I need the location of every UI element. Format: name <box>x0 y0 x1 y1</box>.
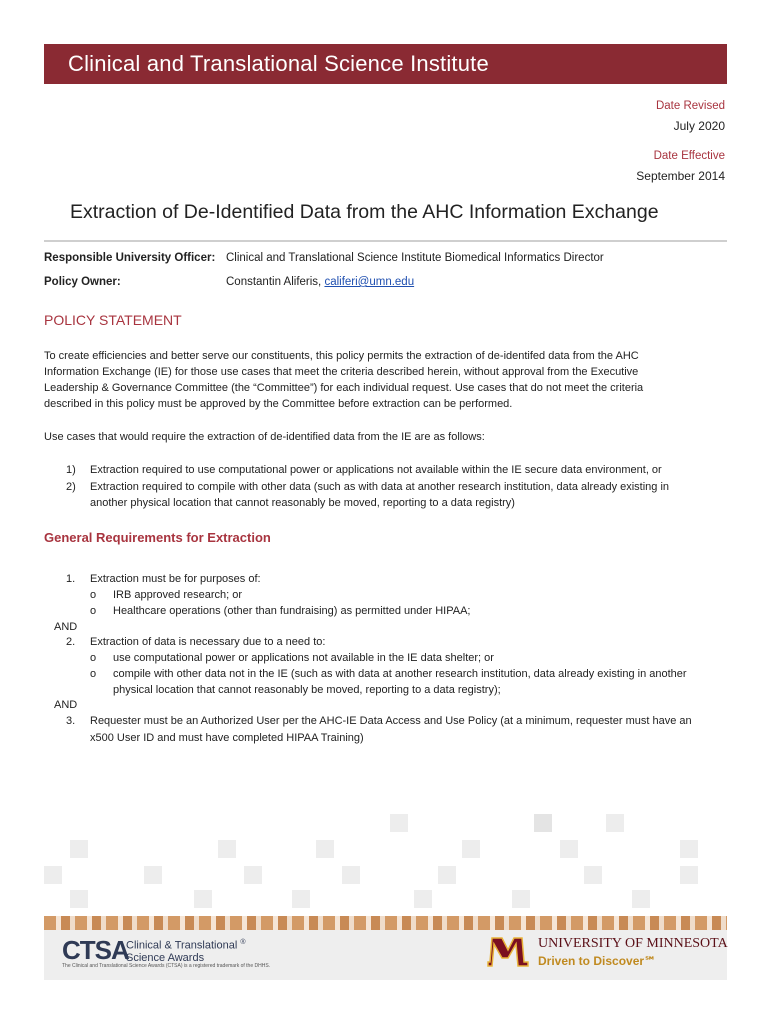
use-cases-intro: Use cases that would require the extraction of de-identified data from the IE are as follows: <box>44 431 485 443</box>
decor-square <box>244 866 262 884</box>
req-sub-item: Healthcare operations (other than fundraising) as permitted under HIPAA; <box>113 605 471 617</box>
req-sub-item-continued: physical location that cannot reasonably be moved, reporting to a data registry); <box>113 684 501 696</box>
umn-tagline: Driven to Discover℠ <box>538 954 657 968</box>
decor-square <box>292 890 310 908</box>
decor-square <box>414 890 432 908</box>
owner-email-link[interactable]: califeri@umn.edu <box>324 276 415 288</box>
list-number: 2) <box>66 481 76 493</box>
ctsa-logo <box>62 935 271 969</box>
ctsa-name-line1: Clinical & Translational <box>126 939 238 952</box>
req-item: Extraction of data is necessary due to a need to: <box>90 636 326 648</box>
ctsa-name-line2: Science Awards <box>126 951 205 964</box>
owner-value: Constantin Aliferis, <box>226 276 325 288</box>
decor-square <box>606 814 624 832</box>
list-number: 1) <box>66 464 76 476</box>
ctsa-reg-mark: ® <box>240 939 246 946</box>
requirements-heading: General Requirements for Extraction <box>44 530 271 545</box>
date-effective-label: Date Effective <box>653 150 725 162</box>
policy-statement-heading: POLICY STATEMENT <box>44 312 182 328</box>
decor-square <box>70 840 88 858</box>
institute-banner: Clinical and Translational Science Institute <box>44 44 727 84</box>
decor-square <box>632 890 650 908</box>
officer-label: Responsible University Officer: <box>44 252 216 264</box>
req-sub-item: IRB approved research; or <box>113 589 243 601</box>
decor-square <box>218 840 236 858</box>
date-revised-value: July 2020 <box>673 119 725 133</box>
block-m-icon <box>486 936 530 968</box>
decor-square <box>584 866 602 884</box>
decor-square <box>316 840 334 858</box>
decor-square <box>680 840 698 858</box>
decor-square <box>512 890 530 908</box>
bullet-glyph: o <box>90 589 97 601</box>
req-item-continued: x500 User ID and must have completed HIPAA Training) <box>90 732 364 744</box>
officer-value: Clinical and Translational Science Institute Biomedical Informatics Director <box>226 252 604 264</box>
req-number: 1. <box>66 573 76 585</box>
list-item-continued: another physical location that cannot reasonably be moved, reporting to a data registry) <box>90 497 515 509</box>
bullet-glyph: o <box>90 652 97 664</box>
policy-paragraph-line: described in this policy must be approved by the Committee before extraction can be performed. <box>44 398 513 410</box>
ctsa-trademark-note: The Clinical and Translational Science Awards (CTSA) is a registered trademark of the DHHS. <box>62 963 271 969</box>
owner-row <box>44 276 414 288</box>
req-item: Extraction must be for purposes of: <box>90 573 261 585</box>
req-number: 2. <box>66 636 76 648</box>
bullet-glyph: o <box>90 668 97 680</box>
decor-square <box>534 814 552 832</box>
date-revised-label: Date Revised <box>655 100 725 112</box>
ctsa-wordmark: CTSA <box>62 935 129 965</box>
list-item: Extraction required to compile with other data (such as with data at another research institution, data already existing in <box>90 481 670 493</box>
document-title: Extraction of De-Identified Data from the AHC Information Exchange <box>70 201 659 223</box>
and-connector: AND <box>54 699 78 711</box>
policy-paragraph-line: Information Exchange (IE) for those use cases that meet the criteria described herein, without approval from the Executive <box>44 366 639 378</box>
decor-square <box>560 840 578 858</box>
decor-square <box>680 866 698 884</box>
decor-square <box>144 866 162 884</box>
decor-square <box>342 866 360 884</box>
ctsa-name <box>126 937 246 964</box>
policy-paragraph-line: To create efficiencies and better serve our constituents, this policy permits the extraction of de-identifed data from the AHC <box>44 350 639 362</box>
and-connector: AND <box>54 621 78 633</box>
decor-square <box>390 814 408 832</box>
req-number: 3. <box>66 715 76 727</box>
owner-label: Policy Owner: <box>44 276 121 288</box>
req-sub-item: use computational power or applications not available in the IE data shelter; or <box>113 652 494 664</box>
decor-square <box>462 840 480 858</box>
umn-name: UNIVERSITY OF MINNESOTA <box>538 936 728 951</box>
date-effective-value: September 2014 <box>636 169 725 183</box>
decor-square <box>70 890 88 908</box>
req-sub-item: compile with other data not in the IE (such as with data at another research institution, data already existing in another <box>113 668 687 680</box>
policy-paragraph-line: Leadership & Governance Committee (the “Committee”) for each individual request. Use cases that do not meet the criteria <box>44 382 644 394</box>
decor-square <box>438 866 456 884</box>
footer-color-band <box>44 916 727 930</box>
decor-square <box>44 866 62 884</box>
officer-row <box>44 252 604 264</box>
req-item: Requester must be an Authorized User per the AHC-IE Data Access and Use Policy (at a minimum, requester must have an <box>90 715 692 727</box>
list-item: Extraction required to use computational power or applications not available within the IE secure data environment, or <box>90 464 662 476</box>
decor-square <box>194 890 212 908</box>
title-divider <box>44 240 727 242</box>
bullet-glyph: o <box>90 605 97 617</box>
